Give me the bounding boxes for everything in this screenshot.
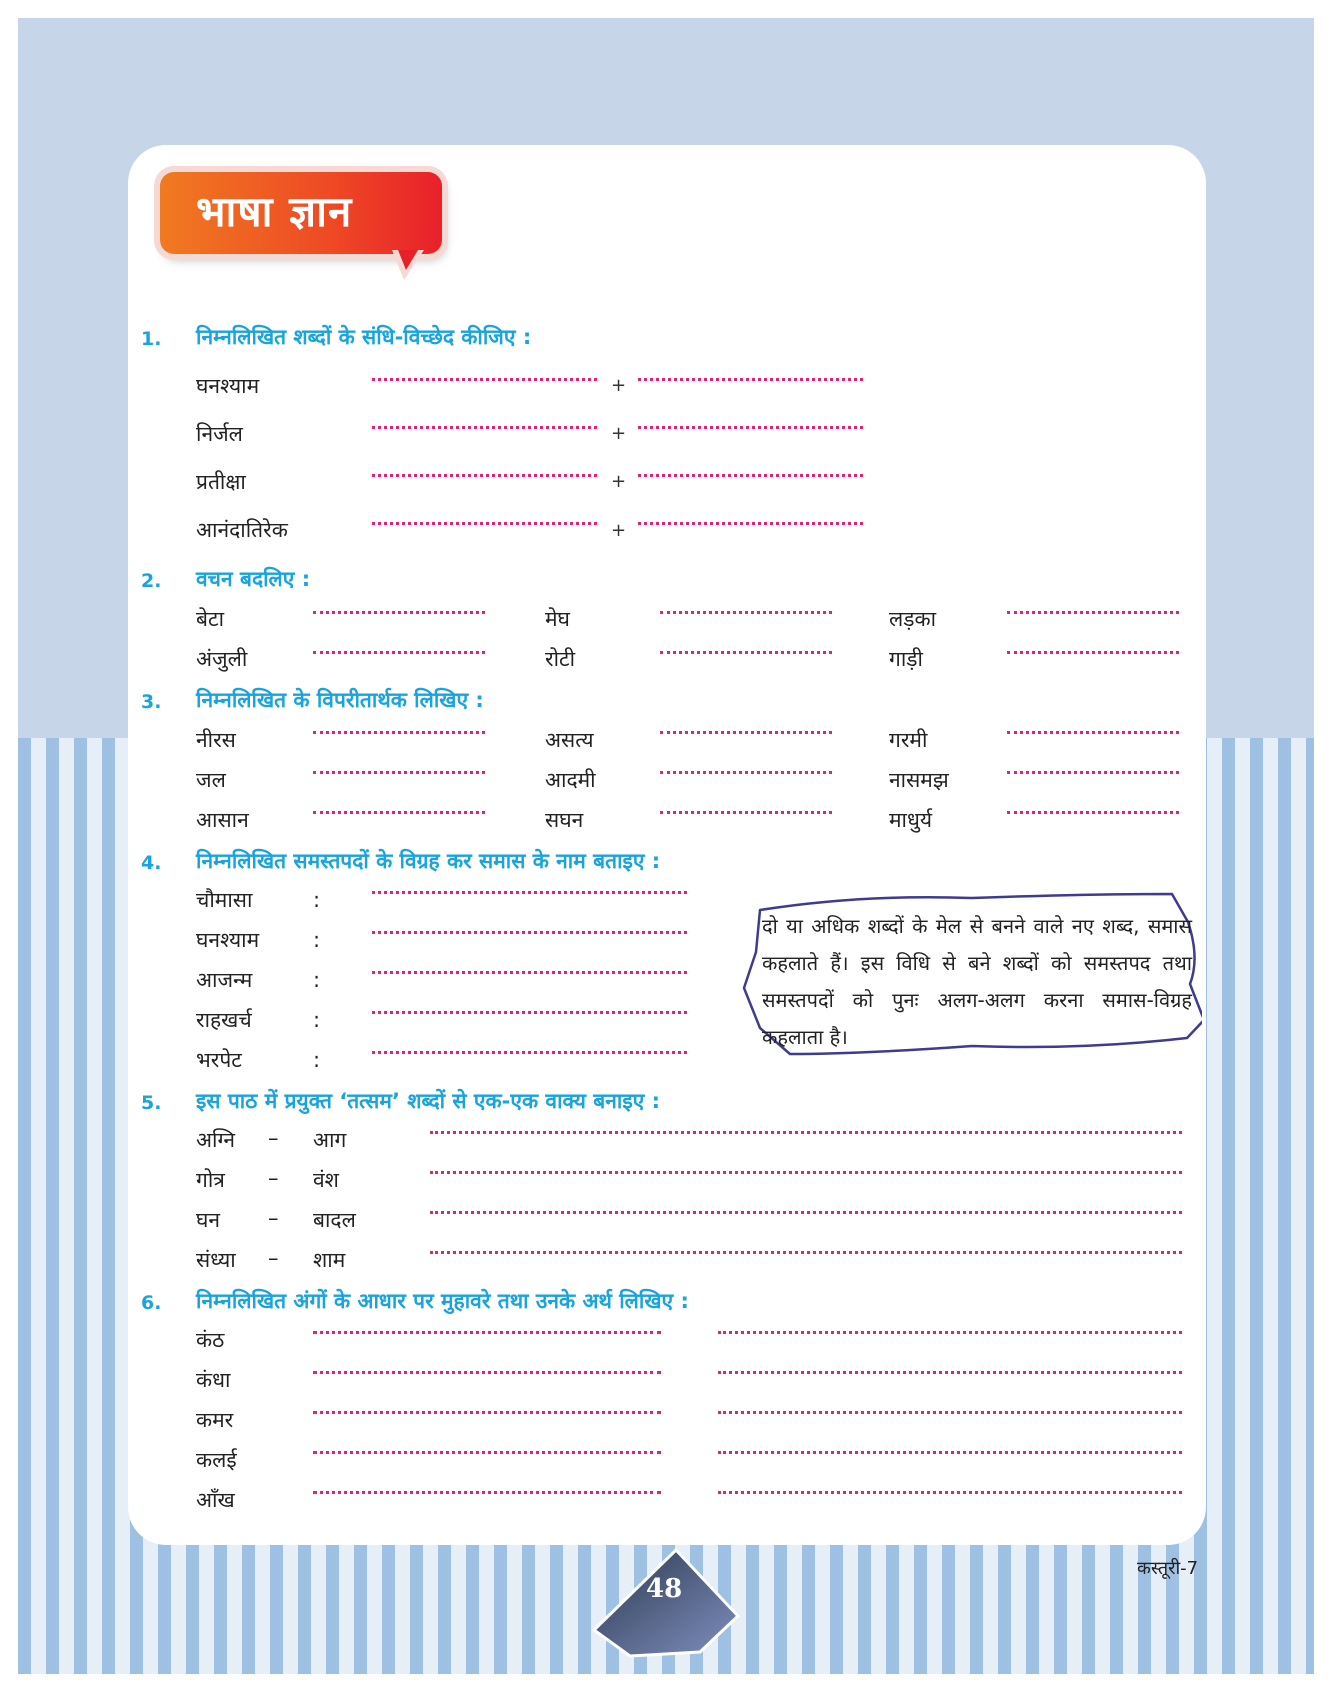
idiom-blank[interactable] [313,1491,661,1494]
q6-number: 6. [141,1292,162,1314]
answer-blank[interactable] [372,1051,687,1054]
answer-blank[interactable] [1007,811,1179,814]
dash: – [268,1246,279,1270]
idiom-blank[interactable] [313,1411,661,1414]
note-text: दो या अधिक शब्दों के मेल से बनने वाले नए शब्द, समास कहलाते हैं। इस विधि से बने शब्दों को समस्तपद तथा समस्तपदों को पुनः अलग-अलग करना समास-विग्रह कहलाता है। [762,914,1192,1049]
plus-sign: + [611,423,627,444]
q2-number: 2. [141,570,162,592]
q3-number: 3. [141,691,162,713]
q3-word: गरमी [889,728,928,752]
answer-blank[interactable] [1007,771,1179,774]
q5-tadbhav: आग [313,1128,347,1152]
q5-number: 5. [141,1092,162,1114]
q2-word: गाड़ी [889,647,923,671]
q2-heading: वचन बदलिए : [196,567,311,591]
q5-tatsam: घन [196,1208,221,1232]
answer-blank[interactable] [313,731,485,734]
colon: : [313,1008,321,1032]
book-title: कस्तूरी-7 [1137,1558,1199,1579]
answer-blank[interactable] [638,378,863,381]
colon: : [313,968,321,992]
q1-number: 1. [141,328,162,350]
q5-tatsam: संध्या [196,1248,236,1272]
q4-word: भरपेट [196,1048,242,1072]
meaning-blank[interactable] [718,1491,1182,1494]
dash: – [268,1126,279,1150]
answer-blank[interactable] [660,611,832,614]
meaning-blank[interactable] [718,1371,1182,1374]
q5-tadbhav: बादल [313,1208,356,1232]
q6-word: कलई [196,1448,237,1472]
q3-word: असत्य [545,728,594,752]
q4-heading: निम्नलिखित समस्तपदों के विग्रह कर समास के नाम बताइए : [196,849,661,873]
q4-word: घनश्याम [196,928,260,952]
q3-word: नीरस [196,728,236,752]
banner-tail-inner [398,250,418,270]
answer-blank[interactable] [372,522,597,525]
banner-title: भाषा ज्ञान [196,187,353,236]
q1-word: निर्जल [196,422,243,446]
idiom-blank[interactable] [313,1451,661,1454]
page-number: 48 [646,1574,683,1604]
answer-blank[interactable] [638,426,863,429]
q1-word: आनंदातिरेक [196,518,288,542]
colon: : [313,1048,321,1072]
q3-heading: निम्नलिखित के विपरीतार्थक लिखिए : [196,688,484,712]
q4-word: राहखर्च [196,1008,252,1032]
plus-sign: + [611,375,627,396]
dash: – [268,1206,279,1230]
answer-blank[interactable] [313,811,485,814]
answer-blank[interactable] [1007,611,1179,614]
q2-word: लड़का [889,607,937,631]
q6-word: कंठ [196,1328,225,1352]
q1-word: प्रतीक्षा [196,470,246,494]
idiom-blank[interactable] [313,1371,661,1374]
idiom-blank[interactable] [313,1331,661,1334]
answer-blank[interactable] [313,771,485,774]
q3-word: सघन [545,808,584,832]
q1-word: घनश्याम [196,374,260,398]
answer-blank[interactable] [372,931,687,934]
q2-word: अंजुली [196,647,248,671]
q3-word: आसान [196,808,249,832]
q4-number: 4. [141,852,162,874]
answer-blank[interactable] [430,1211,1182,1214]
answer-blank[interactable] [372,426,597,429]
answer-blank[interactable] [660,771,832,774]
answer-blank[interactable] [660,731,832,734]
q3-word: जल [196,768,226,792]
q3-word: नासमझ [889,768,949,792]
dash: – [268,1166,279,1190]
colon: : [313,928,321,952]
meaning-blank[interactable] [718,1411,1182,1414]
q5-tadbhav: शाम [313,1248,346,1272]
answer-blank[interactable] [1007,651,1179,654]
answer-blank[interactable] [430,1251,1182,1254]
answer-blank[interactable] [313,651,485,654]
q3-word: आदमी [545,768,596,792]
q5-tatsam: गोत्र [196,1168,225,1192]
answer-blank[interactable] [313,611,485,614]
q6-word: कंधा [196,1368,231,1392]
q2-word: बेटा [196,607,225,631]
plus-sign: + [611,471,627,492]
answer-blank[interactable] [638,522,863,525]
answer-blank[interactable] [430,1131,1182,1134]
q6-heading: निम्नलिखित अंगों के आधार पर मुहावरे तथा उनके अर्थ लिखिए : [196,1289,689,1313]
worksheet-card [128,145,1206,1545]
q4-word: आजन्म [196,968,253,992]
q1-heading: निम्नलिखित शब्दों के संधि-विच्छेद कीजिए : [196,325,532,349]
plus-sign: + [611,520,627,541]
q2-word: रोटी [545,647,576,671]
q6-word: आँख [196,1488,235,1512]
q5-heading: इस पाठ में प्रयुक्त ‘तत्सम’ शब्दों से एक-एक वाक्य बनाइए : [196,1089,660,1113]
answer-blank[interactable] [660,651,832,654]
answer-blank[interactable] [372,474,597,477]
colon: : [313,888,321,912]
answer-blank[interactable] [372,1011,687,1014]
answer-blank[interactable] [430,1171,1182,1174]
answer-blank[interactable] [1007,731,1179,734]
q5-tadbhav: वंश [313,1168,339,1192]
q4-word: चौमासा [196,888,253,912]
q5-tatsam: अग्नि [196,1128,236,1152]
q2-word: मेघ [545,607,570,631]
answer-blank[interactable] [372,971,687,974]
answer-blank[interactable] [372,891,687,894]
answer-blank[interactable] [660,811,832,814]
q6-word: कमर [196,1408,234,1432]
meaning-blank[interactable] [718,1451,1182,1454]
meaning-blank[interactable] [718,1331,1182,1334]
answer-blank[interactable] [372,378,597,381]
q3-word: माधुर्य [889,808,933,832]
answer-blank[interactable] [638,474,863,477]
